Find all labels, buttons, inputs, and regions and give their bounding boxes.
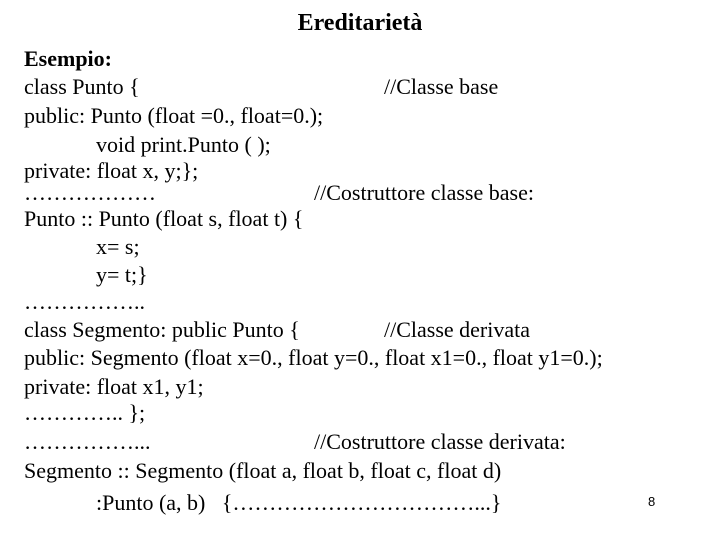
comment-base-class: //Classe base xyxy=(384,74,499,99)
ellipsis-line: ……………... xyxy=(24,429,151,454)
code-line-x-assign: x= s; xyxy=(96,234,140,259)
code-line-public-punto: public: Punto (float =0., float=0.); xyxy=(24,103,324,128)
ellipsis-line: ……………… xyxy=(24,180,156,205)
comment-derived-class: //Classe derivata xyxy=(384,317,531,342)
comment-base-constructor: //Costruttore classe base: xyxy=(314,180,534,205)
code-line-print-punto: void print.Punto ( ); xyxy=(96,132,271,157)
slide-title: Ereditarietà xyxy=(297,10,423,36)
comment-derived-constructor: //Costruttore classe derivata: xyxy=(314,429,566,454)
ellipsis-line: …………….. xyxy=(24,289,145,314)
code-line-class-segmento: class Segmento: public Punto { xyxy=(24,317,300,342)
code-line-public-segmento: public: Segmento (float x=0., float y=0., float x1=0., float y1=0.); xyxy=(24,345,603,370)
code-line-segmento-constructor: Segmento :: Segmento (float a, float b, float c, float d) xyxy=(24,458,502,483)
code-line-punto-initializer: :Punto (a, b) {……………………………...} xyxy=(96,490,502,515)
code-line-y-assign: y= t;} xyxy=(96,262,148,287)
page-number: 8 xyxy=(648,494,656,509)
code-line-punto-constructor: Punto :: Punto (float s, float t) { xyxy=(24,206,304,231)
ellipsis-close-brace: ………….. }; xyxy=(24,400,146,425)
example-heading: Esempio: xyxy=(24,46,112,71)
code-line-private-xy: private: float x, y;}; xyxy=(24,158,199,183)
code-line-private-x1y1: private: float x1, y1; xyxy=(24,374,204,399)
code-line-class-punto: class Punto { xyxy=(24,74,140,99)
